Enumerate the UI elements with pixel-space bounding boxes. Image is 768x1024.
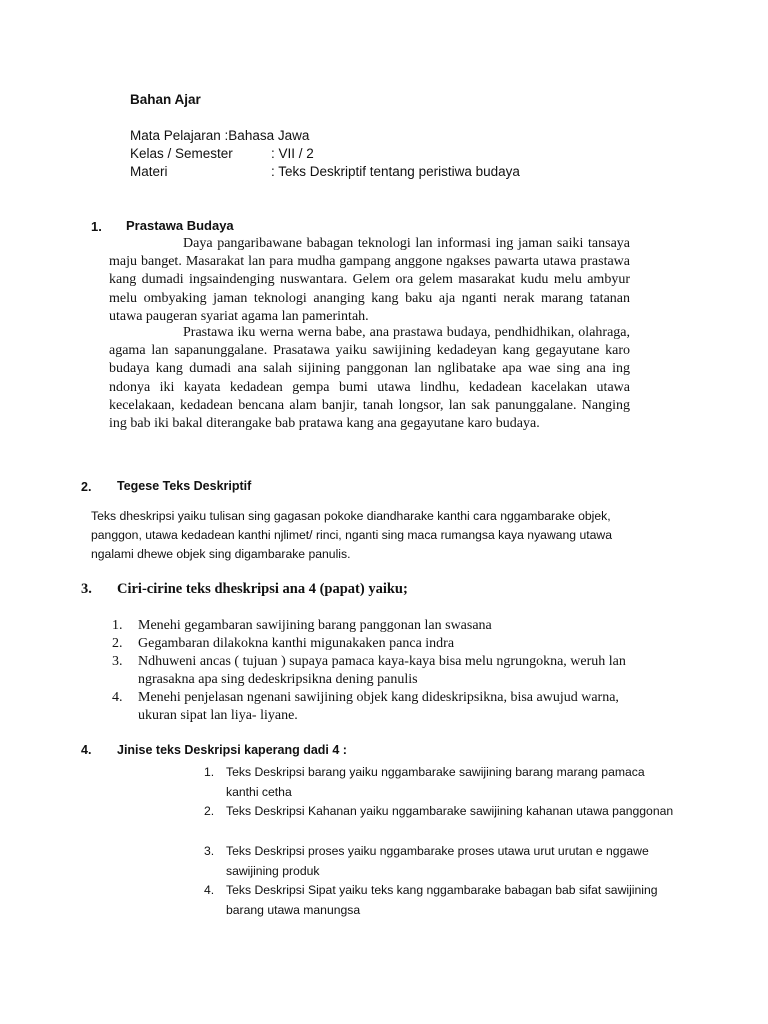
list-item-text: Teks Deskripsi barang yaiku nggambarake sawijining barang marang pamaca kanthi cetha	[226, 765, 645, 799]
list-item-text: Ndhuweni ancas ( tujuan ) supaya pamaca kaya-kaya bisa melu ngrungokna, weruh lan ngrasakna apa sing dedeskripsikna dening panulis	[138, 654, 626, 687]
header-subject: Mata Pelajaran :Bahasa Jawa	[130, 128, 310, 143]
list-item	[112, 635, 652, 653]
list-item-text: Teks Deskripsi proses yaiku nggambarake proses utawa urut urutan e nggawe sawijining produk	[226, 844, 649, 878]
list-item	[204, 802, 674, 822]
section-2-heading: Tegese Teks Deskriptif	[117, 479, 252, 493]
list-item	[112, 653, 640, 689]
section-3-number: 3.	[81, 581, 92, 597]
list-item-number: 3.	[112, 654, 123, 669]
list-item-number: 1.	[112, 618, 123, 633]
section-2-number: 2.	[81, 480, 92, 494]
header-material-value: : Teks Deskriptif tentang peristiwa budaya	[271, 164, 520, 179]
list-item-number: 4.	[112, 690, 123, 705]
section-1-heading: Prastawa Budaya	[126, 218, 234, 233]
list-item-text: Teks Deskripsi Kahanan yaiku nggambarake sawijining kahanan utawa panggonan	[226, 804, 674, 818]
list-item-number: 4.	[204, 883, 215, 897]
list-item-number: 2.	[112, 636, 123, 651]
list-item	[204, 842, 674, 881]
list-item-text: Menehi gegambaran sawijining barang panggonan lan swasana	[138, 618, 492, 633]
section-4-heading: Jinise teks Deskripsi kaperang dadi 4 :	[117, 743, 347, 757]
header-material-label: Materi	[130, 164, 168, 179]
list-item	[112, 689, 640, 725]
section-2-paragraph: Teks dheskripsi yaiku tulisan sing gagasan pokoke diandharake kanthi cara nggambarake objek, panggon, utawa kedadean kanthi njlimet/ rinci, nganti sing maca rumangsa kaya nyawang utawa ngalami dhewe objek sing digambarake panulis.	[91, 509, 612, 561]
list-item-text: Teks Deskripsi Sipat yaiku teks kang nggambarake babagan bab sifat sawijining barang utawa manungsa	[226, 883, 658, 917]
header-class-label: Kelas / Semester	[130, 146, 233, 161]
section-3-heading: Ciri-cirine teks dheskripsi ana 4 (papat) yaiku;	[117, 581, 408, 597]
section-4-number: 4.	[81, 743, 92, 757]
list-item-number: 1.	[204, 765, 215, 779]
section-1-paragraph-2: Prastawa iku werna werna babe, ana prastawa budaya, pendhidhikan, olahraga, agama lan sapanunggalane. Prasatawa yaiku sawijining kedadeyan kang gegayutane karo budaya kang dumadi ana salah sijining panggonan lan nglibatake apa wae sing ana ing ndonya iki kayata kedadean gempa bumi utawa lindhu, kedadean kacelakan utawa kecelakaan, kedadean bencana alam banjir, tanah longsor, lan sak panunggalane. Nanging ing bab iki bakal diterangake bab pratawa kang ana gegayutane karo budaya.	[109, 325, 630, 432]
document-title: Bahan Ajar	[130, 92, 201, 107]
list-item-number: 3.	[204, 844, 215, 858]
list-item	[204, 763, 674, 802]
section-1-number: 1.	[91, 219, 102, 234]
list-item-text: Menehi penjelasan ngenani sawijining objek kang dideskripsikna, bisa awujud warna, ukuran sipat lan liya- liyane.	[138, 690, 619, 723]
list-item-text: Gegambaran dilakokna kanthi migunakaken panca indra	[138, 636, 455, 651]
list-item	[204, 881, 674, 920]
list-item	[112, 617, 652, 635]
list-item-number: 2.	[204, 804, 215, 818]
header-class-value: : VII / 2	[271, 146, 314, 161]
section-1-paragraph-1: Daya pangaribawane babagan teknologi lan informasi ing jaman saiki tansaya maju banget. Masarakat lan para mudha gampang anggone ngakses pawarta utawa prastawa kang dumadi ingsaindenging nuswantara. Gelem ora gelem masarakat kudu melu ambyur melu ombyaking jaman teknologi ananging kang baku aja nganti nerak marang tatanan utawa paugeran syariat agama lan pamerintah.	[109, 236, 630, 324]
